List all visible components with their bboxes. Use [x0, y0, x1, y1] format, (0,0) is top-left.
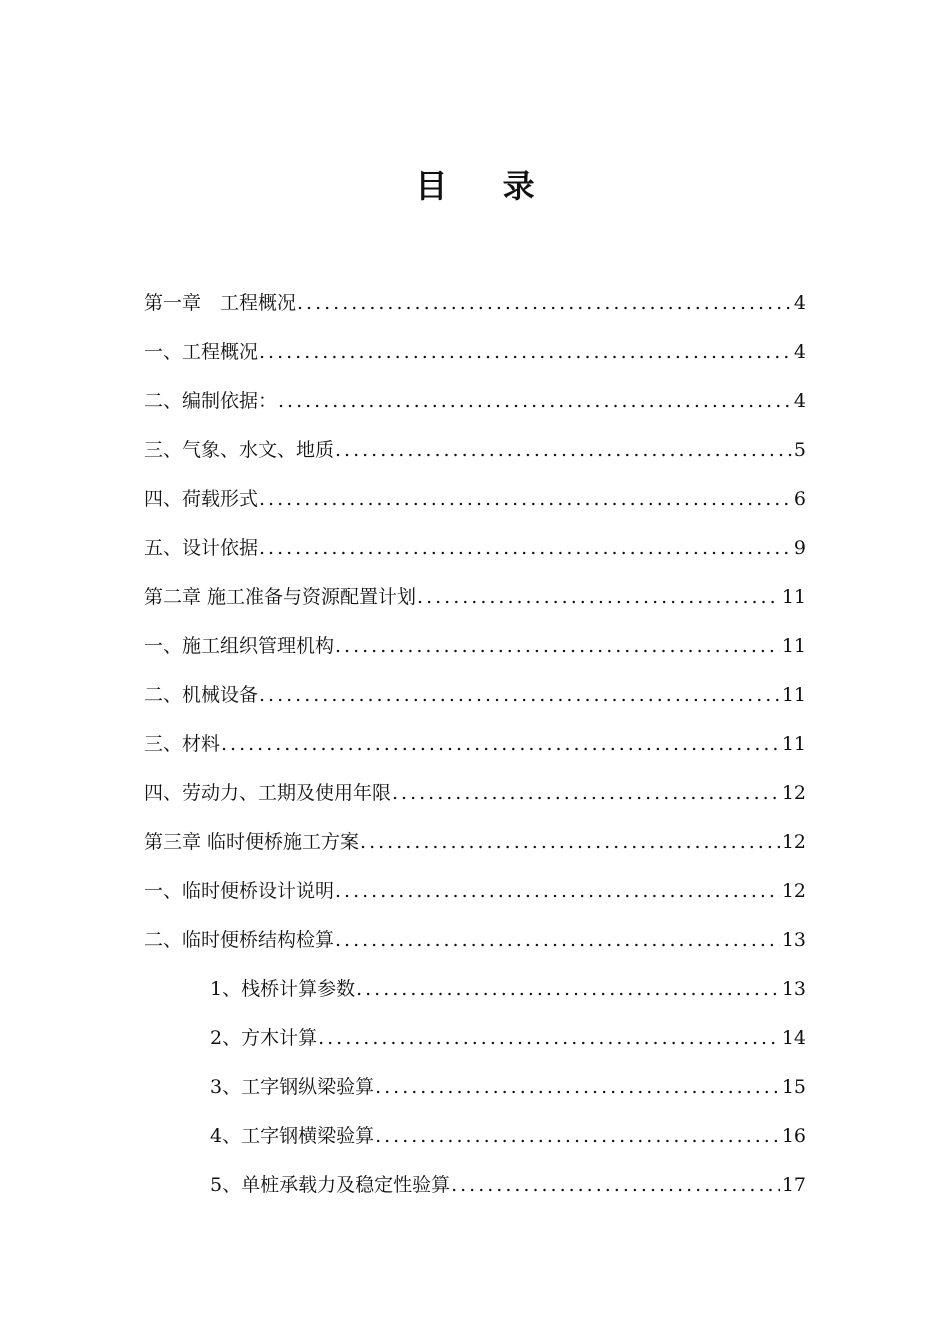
toc-dot-leader [335, 916, 780, 964]
toc-dot-leader [360, 818, 780, 866]
toc-subentry[interactable] [144, 1063, 806, 1112]
toc-entry[interactable] [144, 377, 806, 426]
toc-entry-text: 五、设计依据 [144, 537, 259, 559]
toc-dot-leader [278, 377, 792, 425]
toc-page-number: 4 [793, 292, 806, 314]
toc-dot-leader [259, 475, 792, 523]
toc-entry[interactable] [144, 475, 806, 524]
toc-dot-leader [335, 622, 780, 670]
toc-subentry[interactable] [144, 965, 806, 1014]
toc-entry-text: 二、临时便桥结构检算 [144, 929, 335, 951]
toc-dot-leader [335, 867, 780, 915]
toc-page-number: 17 [781, 1174, 806, 1196]
toc-entry-text: 一、工程概况 [144, 341, 259, 363]
toc-dot-leader [375, 1112, 780, 1160]
toc-title: 目 录 [415, 167, 557, 205]
toc-dot-leader [392, 769, 780, 817]
toc-entry[interactable] [144, 916, 806, 965]
toc-page-number: 12 [781, 880, 806, 902]
toc-page-number: 16 [781, 1125, 806, 1147]
toc-entry-text: 第一章 工程概况 [144, 292, 297, 314]
toc-entry[interactable] [144, 720, 806, 769]
toc-entry[interactable] [144, 328, 806, 377]
toc-dot-leader [259, 524, 792, 572]
toc-entry[interactable] [144, 279, 806, 328]
toc-entry[interactable] [144, 524, 806, 573]
toc-page-number: 11 [781, 684, 806, 706]
toc-page-number: 11 [781, 635, 806, 657]
toc-entry-text: 四、荷载形式 [144, 488, 259, 510]
toc-dot-leader [335, 426, 792, 474]
toc-page-number: 4 [793, 341, 806, 363]
toc-subentry[interactable] [144, 1161, 806, 1210]
toc-page-number: 12 [781, 831, 806, 853]
toc-dot-leader [318, 1014, 780, 1062]
toc-dot-leader [259, 671, 780, 719]
toc-page-number: 9 [793, 537, 806, 559]
toc-dot-leader [221, 720, 780, 768]
toc-entry[interactable] [144, 426, 806, 475]
toc-dot-leader [417, 573, 780, 621]
toc-entry-text: 三、材料 [144, 733, 221, 755]
toc-entry-text: 一、临时便桥设计说明 [144, 880, 335, 902]
toc-page-number: 11 [781, 586, 806, 608]
toc-entry[interactable] [144, 622, 806, 671]
toc-entry[interactable] [144, 818, 806, 867]
toc-dot-leader [451, 1161, 780, 1209]
table-of-contents [144, 279, 806, 1210]
toc-entry-text: 二、编制依据： [144, 390, 278, 412]
toc-page-number: 4 [793, 390, 806, 412]
toc-subentry[interactable] [144, 1014, 806, 1063]
toc-page-number: 12 [781, 782, 806, 804]
toc-entry-text: 2、方木计算 [210, 1027, 318, 1049]
toc-page-number: 5 [793, 439, 806, 461]
toc-page-number: 11 [781, 733, 806, 755]
toc-entry-text: 四、劳动力、工期及使用年限 [144, 782, 392, 804]
toc-entry-text: 4、工字钢横梁验算 [210, 1125, 375, 1147]
toc-page-number: 13 [781, 978, 806, 1000]
toc-entry[interactable] [144, 573, 806, 622]
toc-entry[interactable] [144, 769, 806, 818]
toc-dot-leader [297, 279, 792, 327]
toc-entry[interactable] [144, 671, 806, 720]
toc-entry-text: 二、机械设备 [144, 684, 259, 706]
toc-entry-text: 第二章 施工准备与资源配置计划 [144, 586, 417, 608]
toc-entry-text: 3、工字钢纵梁验算 [210, 1076, 375, 1098]
toc-page-number: 13 [781, 929, 806, 951]
toc-entry[interactable] [144, 867, 806, 916]
toc-dot-leader [356, 965, 780, 1013]
toc-entry-text: 5、单桩承载力及稳定性验算 [210, 1174, 451, 1196]
toc-entry-text: 一、施工组织管理机构 [144, 635, 335, 657]
toc-entry-text: 1、栈桥计算参数 [210, 978, 356, 1000]
toc-dot-leader [259, 328, 792, 376]
toc-page-number: 15 [781, 1076, 806, 1098]
toc-entry-text: 第三章 临时便桥施工方案 [144, 831, 360, 853]
toc-page-number: 14 [781, 1027, 806, 1049]
toc-subentry[interactable] [144, 1112, 806, 1161]
toc-dot-leader [375, 1063, 780, 1111]
toc-entry-text: 三、气象、水文、地质 [144, 439, 335, 461]
toc-page-number: 6 [793, 488, 806, 510]
